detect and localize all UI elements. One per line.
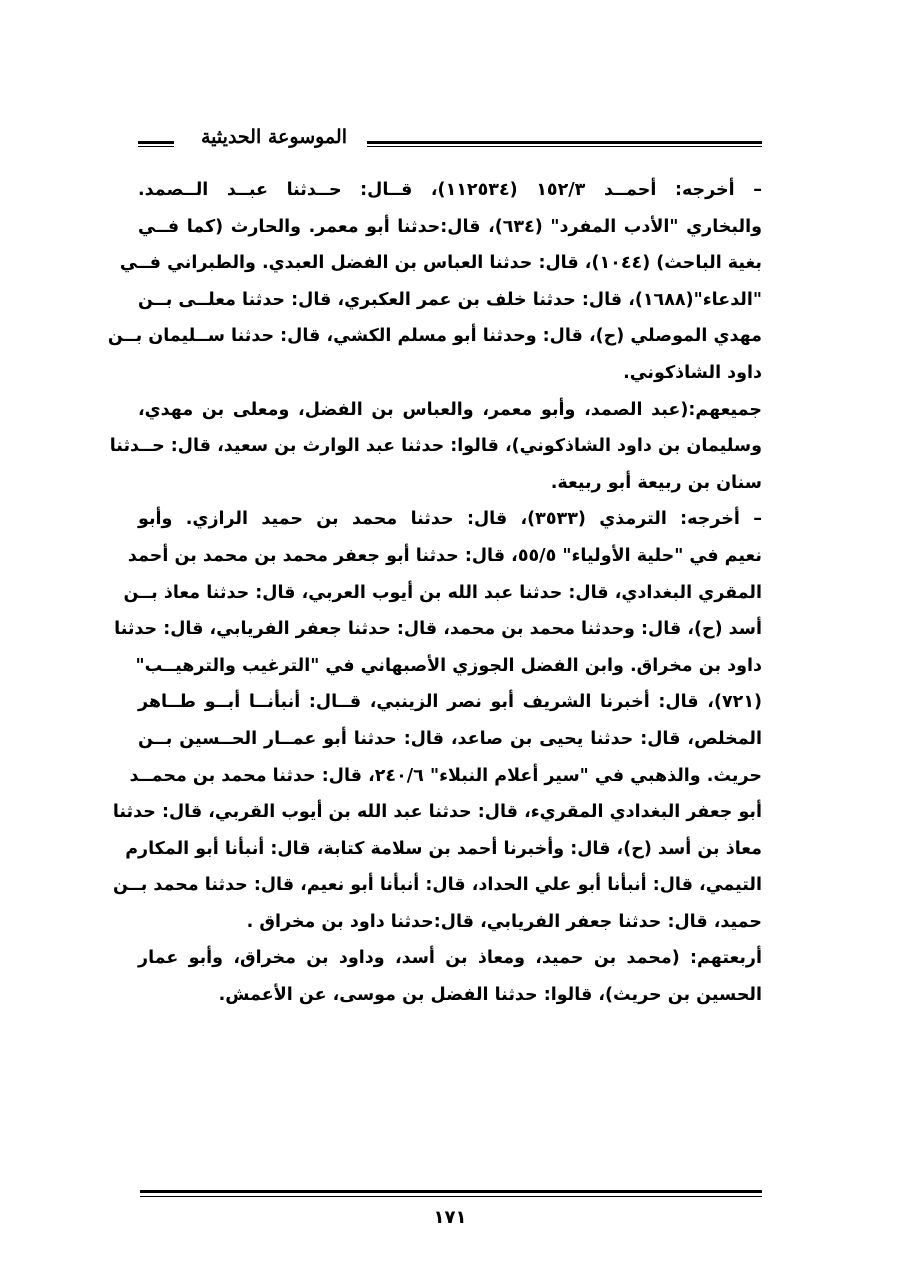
- page-header: [138, 124, 762, 164]
- page-body: [107, 172, 763, 1014]
- book-title: الموسوعة الحديثية: [201, 126, 347, 148]
- text-line: سنان بن ربيعة أبو ربيعة.: [550, 472, 762, 493]
- text-line: – أخرجه: أحمــد ١٥٢/٣ (١١٢٥٣٤)، قــال: حــدثنا عبــد الــصمد.: [138, 180, 763, 200]
- text-line: نعيم في "حلية الأولياء" ٥٥/٥، قال: حدثنا أبو جعفر محمد بن محمد بن أحمد: [127, 545, 762, 566]
- paragraph-arbaatuhum: [138, 940, 762, 1013]
- paragraph-takhrij-tirmidhi: [112, 501, 762, 940]
- text-line: معاذ بن أسد (ح)، قال: وأخبرنا أحمد بن سلامة كتابة، قال: أنبأنا أبو المكارم: [125, 838, 762, 859]
- header-rule-left: [138, 141, 174, 147]
- text-line: داود بن مخراق. وابن الفضل الجوزي الأصبهاني في "الترغيب والترهيــب": [135, 655, 762, 676]
- text-line: جميعهم:(عبد الصمد، وأبو معمر، والعباس بن الفضل، ومعلى بن مهدي،: [138, 399, 762, 420]
- text-line: حميد، قال: حدثنا جعفر الفريابي، قال:حدثنا داود بن مخراق .: [246, 911, 762, 932]
- paragraph-jamiuhum: [109, 392, 762, 502]
- header-rule-right: [367, 141, 762, 147]
- text-line: أربعتهم: (محمد بن حميد، ومعاذ بن أسد، وداود بن مخراق، وأبو عمار: [138, 948, 762, 969]
- text-line: (٧٢١)، قال: أخبرنا الشريف أبو نصر الزينبي، قــال: أنبأنــا أبــو طــاهر: [138, 692, 762, 713]
- text-line: والبخاري "الأدب المفرد" (٦٣٤)، قال:حدثنا أبو معمر. والحارث (كما فــي: [138, 216, 762, 237]
- footer-rule: [140, 1190, 762, 1197]
- text-line: مهدي الموصلي (ح)، قال: وحدثنا أبو مسلم الكشي، قال: حدثنا ســليمان بــن: [107, 326, 762, 347]
- text-line: التيمي، قال: أنبأنا أبو علي الحداد، قال: أنبأنا أبو نعيم، قال: حدثنا محمد بــن: [113, 875, 762, 896]
- text-line: وسليمان بن داود الشاذكوني)، قالوا: حدثنا عبد الوارث بن سعيد، قال: حــدثنا: [109, 436, 762, 457]
- text-line: أبو جعفر البغدادي المقريء، قال: حدثنا عبد الله بن أيوب القربي، قال: حدثنا: [112, 802, 762, 823]
- paragraph-takhrij-ahmad: [107, 172, 763, 392]
- text-line: حريث. والذهبي في "سير أعلام النبلاء" ٢٤٠/٦، قال: حدثنا محمد بن محمــد: [129, 765, 762, 786]
- page-number: ١٧١: [433, 1207, 467, 1228]
- text-line: الحسين بن حريث)، قالوا: حدثنا الفضل بن موسى، عن الأعمش.: [218, 985, 762, 1006]
- text-line: "الدعاء"(١٦٨٨)، قال: حدثنا خلف بن عمر العكبري، قال: حدثنا معلــى بــن: [138, 289, 762, 310]
- text-line: داود الشاذكوني.: [623, 362, 762, 383]
- text-line: – أخرجه: الترمذي (٣٥٣٣)، قال: حدثنا محمد بن حميد الرازي. وأبو: [138, 509, 762, 530]
- text-line: أسد (ح)، قال: وحدثنا محمد بن محمد، قال: حدثنا جعفر الفريابي، قال: حدثنا: [114, 619, 762, 640]
- text-line: بغية الباحث) (١٠٤٤)، قال: حدثنا العباس بن الفضل العبدي. والطبراني فــي: [119, 253, 762, 274]
- text-line: المقري البغدادي، قال: حدثنا عبد الله بن أيوب العربي، قال: حدثنا معاذ بــن: [123, 582, 762, 603]
- text-line: المخلص، قال: حدثنا يحيى بن صاعد، قال: حدثنا أبو عمــار الحــسين بــن: [138, 728, 762, 749]
